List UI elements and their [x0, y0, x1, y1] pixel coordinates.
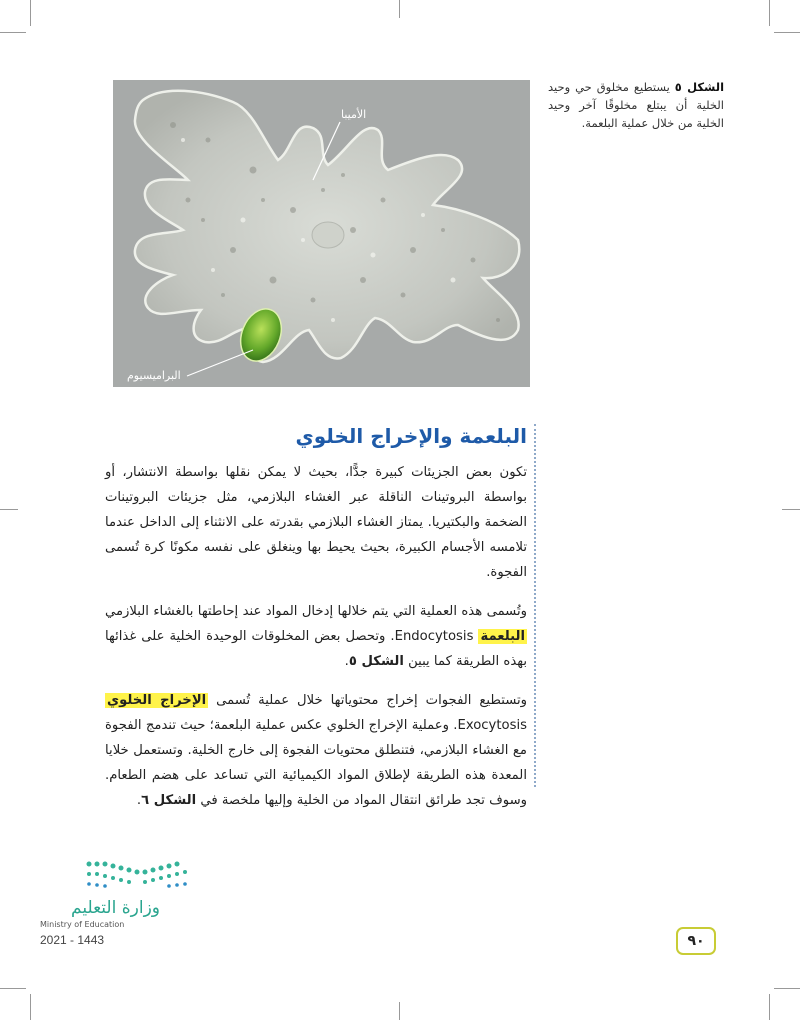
- figure-caption: [548, 78, 724, 132]
- crop-mark: [0, 988, 26, 989]
- paragraph-2: وتُسمى هذه العملية التي يتم خلالها إدخال المواد عند إحاطتها بالغشاء البلازمي البلعمة Endocytosis. وتحصل بعض المخلوقات الوحيدة الخلية على غذائها بهذه الطريقة كما يبين الشكل ٥.: [105, 604, 527, 669]
- figure-6-reference: الشكل ٦: [141, 793, 197, 808]
- paramecium-label: البراميسيوم: [127, 369, 181, 382]
- caption-text: يستطيع مخلوق حي وحيد الخلية أن يبتلع مخلوقًا آخر وحيد الخلية من خلال عملية البلعمة.: [548, 80, 724, 130]
- paragraph-2-text-b: Endocytosis. وتحصل بعض المخلوقات الوحيدة الخلية على غذائها بهذه الطريقة كما يبين: [105, 629, 527, 669]
- crop-mark: [769, 994, 770, 1020]
- crop-mark: [774, 988, 800, 989]
- term-exocytosis: الإخراج الخلوي: [107, 693, 207, 708]
- nucleus: [312, 222, 344, 248]
- crop-mark: [0, 32, 26, 33]
- paragraph-3-text-b: Exocytosis. وعملية الإخراج الخلوي عكس عملية البلعمة؛ حيث تندمج الفجوة مع الغشاء البلازمي، فتنطلق محتويات الفجوة إلى خارج الخلية. وتستعمل خلايا المعدة هذه الطريقة لإطلاق المواد الكيميائية التي تساعد على هضم الطعام. وسوف تجد طرائق انتقال المواد من الخلية وإليها ملخصة في: [105, 718, 527, 808]
- figure-5-reference: الشكل ٥: [348, 654, 404, 669]
- crop-mark: [30, 994, 31, 1020]
- ministry-dots-icon: [85, 858, 195, 894]
- crop-mark: [0, 509, 18, 510]
- ministry-name-en: Ministry of Education: [40, 920, 125, 929]
- ministry-name-ar: وزارة التعليم: [71, 898, 160, 918]
- crop-mark: [399, 1002, 400, 1020]
- section-divider: [534, 424, 536, 787]
- crop-mark: [30, 0, 31, 26]
- crop-mark: [782, 509, 800, 510]
- paragraph-3: وتستطيع الفجوات إخراج محتوياتها خلال عملية تُسمى الإخراج الخلوي Exocytosis. وعملية الإخراج الخلوي عكس عملية البلعمة؛ حيث تندمج الفجوة مع الغشاء البلازمي، فتنطلق محتويات الفجوة إلى خارج الخلية. وتستعمل خلايا المعدة هذه الطريقة لإطلاق المواد الكيميائية التي تساعد على هضم الطعام. وسوف تجد طرائق انتقال المواد من الخلية وإليها ملخصة في الشكل ٦.: [105, 693, 527, 808]
- crop-mark: [774, 32, 800, 33]
- crop-mark: [769, 0, 770, 26]
- figure-number: الشكل ٥: [674, 80, 725, 94]
- page-number: ٩٠: [676, 927, 716, 955]
- amoeba-label: الأميبا: [341, 108, 367, 121]
- paragraph-3-text-a: وتستطيع الفجوات إخراج محتوياتها خلال عملية تُسمى: [216, 693, 527, 708]
- main-section: [105, 420, 527, 827]
- paragraph-1: تكون بعض الجزيئات كبيرة جدًّا، بحيث لا يمكن نقلها بواسطة الانتشار، أو بواسطة البروتينات الناقلة عبر الغشاء البلازمي، مثل جزيئات البروتينات الضخمة والبكتيريا. يمتاز الغشاء البلازمي بقدرته على الانثناء إلى الداخل عندما تلامسه الأجسام الكبيرة، بحيث يحيط بها وينغلق على نفسه مكونًا كرة تُسمى الفجوة.: [105, 465, 527, 580]
- academic-year: 2021 - 1443: [40, 933, 105, 947]
- section-heading: البلعمة والإخراج الخلوي: [295, 424, 527, 448]
- paragraph-2-text-a: وتُسمى هذه العملية التي يتم خلالها إدخال المواد عند إحاطتها بالغشاء البلازمي: [105, 604, 527, 619]
- amoeba-photo: [113, 80, 530, 387]
- crop-mark: [399, 0, 400, 18]
- term-endocytosis: البلعمة: [480, 629, 525, 644]
